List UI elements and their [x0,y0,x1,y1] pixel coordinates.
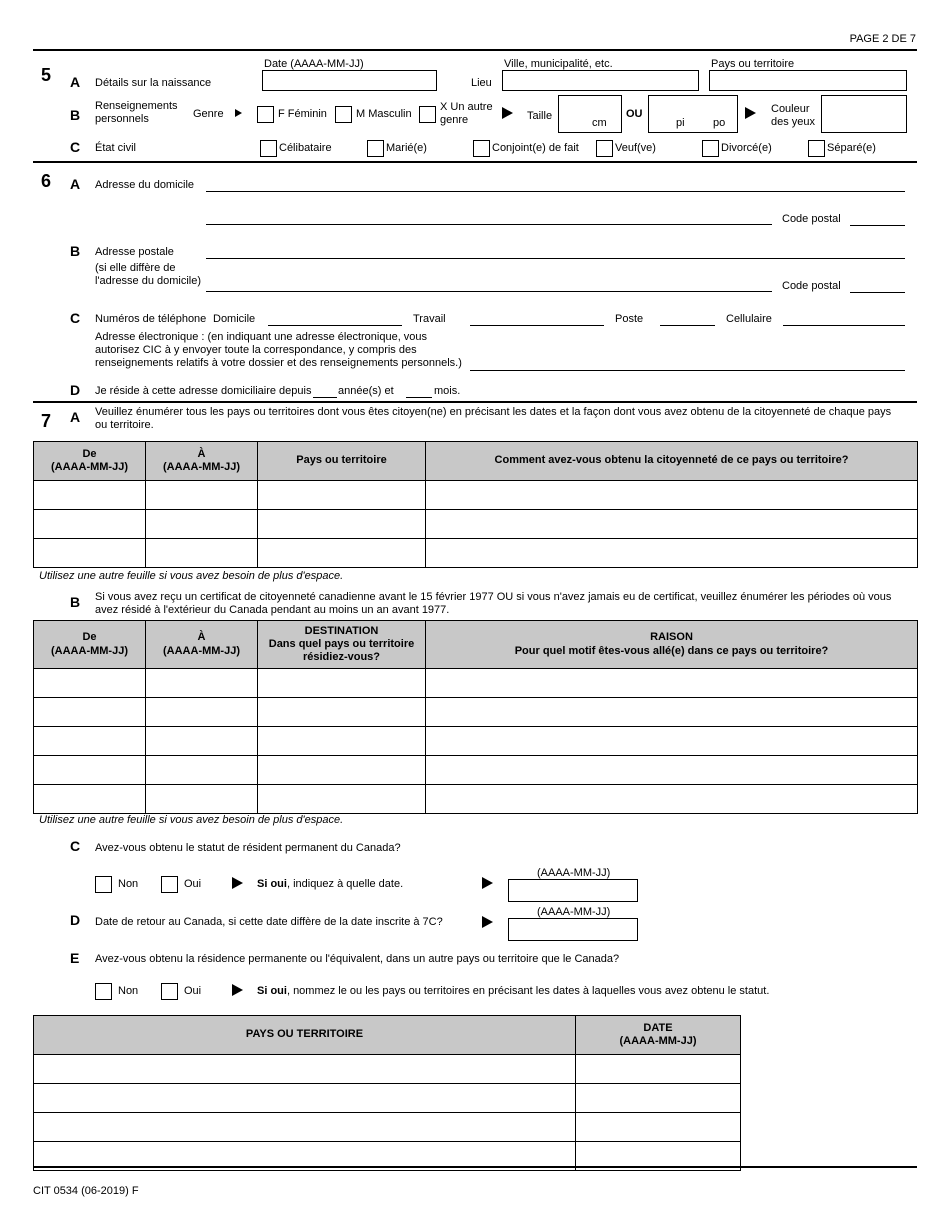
status-widowed-checkbox[interactable] [596,140,613,157]
status-single-label: Célibataire [279,142,332,154]
mailing-address-label-3: l'adresse du domicile) [95,275,202,287]
s7c-oui-label: Oui [184,878,202,890]
status-married-checkbox[interactable] [367,140,384,157]
cell-input[interactable] [34,785,146,814]
cell-input[interactable] [258,698,426,727]
s7b-instructions: Si vous avez reçu un certificat de citoyenneté canadienne avant le 15 février 1977 OU si vous n'avez jamais eu de certificat, veuillez énumérer les périodes où vous avez résidé à l'extérieur du Canada pendant au moins un an avant 1977. [95,591,892,616]
status-widowed-label: Veuf(ve) [615,142,656,154]
s7-letter-d: D [70,912,81,928]
email-field[interactable] [470,370,905,371]
arrow-right-icon [482,916,493,928]
form-code: CIT 0534 (06-2019) F [33,1185,139,1197]
email-label-3: renseignements relatifs à votre dossier et des renseignements personnels.) [95,357,462,369]
col-header-from: De (AAAA-MM-JJ) [34,621,146,669]
birth-city-field[interactable] [502,70,699,91]
extension-label: Poste [615,313,644,325]
col-header-date: DATE (AAAA-MM-JJ) [576,1016,741,1055]
status-divorced-label: Divorcé(e) [721,142,772,154]
table-row [34,756,918,785]
home-phone-label: Domicile [213,313,256,325]
mailing-address-label-1: Adresse postale [95,246,174,258]
s7e-si-oui-text: Si oui, nommez le ou les pays ou territoires en précisant les dates à laquelles vous avez obtenu le statut. [257,985,770,997]
return-date-field[interactable] [508,918,638,941]
eye-color-label-2: des yeux [771,116,816,128]
pr-date-field[interactable] [508,879,638,902]
cell-input[interactable] [34,510,146,539]
s5b-label-1: Renseignements [95,100,178,112]
status-common-law-checkbox[interactable] [473,140,490,157]
extra-sheet-note: Utilisez une autre feuille si vous avez besoin de plus d'espace. [39,814,344,826]
page-number: PAGE 2 DE 7 [849,33,916,45]
home-phone-field[interactable] [268,325,402,326]
col-header-from: De (AAAA-MM-JJ) [34,442,146,481]
cell-input[interactable] [34,539,146,568]
eye-color-label-1: Couleur [771,103,810,115]
cell-input[interactable] [576,1113,741,1142]
s7-letter-a: A [70,409,81,425]
s7c-question: Avez-vous obtenu le statut de résident permanent du Canada? [95,842,401,854]
cell-input[interactable] [34,756,146,785]
gender-f-label: F Féminin [278,108,327,120]
table-row [34,727,918,756]
gender-f-checkbox[interactable] [257,106,274,123]
s7e-oui-checkbox[interactable] [161,983,178,1000]
other-pr-table [33,1015,741,1171]
height-cm-field[interactable] [558,95,622,133]
table-row [34,510,918,539]
s5-letter-a: A [70,74,81,90]
col-header-destination: DESTINATION Dans quel pays ou territoire résidiez-vous? [258,621,426,669]
cell-input[interactable] [34,698,146,727]
email-label-2: autorisez CIC à y envoyer toute la correspondance, y compris des [95,344,417,356]
col-header-country: Pays ou territoire [258,442,426,481]
cell-input[interactable] [258,785,426,814]
status-separated-label: Séparé(e) [827,142,876,154]
divider [33,401,917,403]
ou-label: OU [626,108,643,120]
cell-input[interactable] [146,510,258,539]
cell-input[interactable] [258,669,426,698]
s6-letter-d: D [70,382,81,398]
cell-input[interactable] [146,756,258,785]
cell-input[interactable] [146,698,258,727]
col-header-to: À (AAAA-MM-JJ) [146,442,258,481]
gender-x-label-2: genre [440,114,469,126]
cell-input[interactable] [146,539,258,568]
s7c-date-format: (AAAA-MM-JJ) [537,867,611,879]
col-header-country: PAYS OU TERRITOIRE [34,1016,576,1055]
arrow-right-icon [232,877,243,889]
mailing-address-label-2: (si elle diffère de [95,262,176,274]
col-header-to: À (AAAA-MM-JJ) [146,621,258,669]
home-address-label: Adresse du domicile [95,179,195,191]
cell-input[interactable] [34,727,146,756]
residence-years-field[interactable] [313,397,337,398]
cell-input[interactable] [426,539,918,568]
mailing-postal-code-label: Code postal [782,280,841,292]
extra-sheet-note: Utilisez une autre feuille si vous avez besoin de plus d'espace. [39,570,344,582]
mailing-postal-code-field[interactable] [850,292,905,293]
citizenship-table [33,441,918,568]
s7-letter-c: C [70,838,81,854]
divider [33,1166,917,1168]
section-5-number: 5 [41,65,52,85]
s5-letter-b: B [70,107,81,123]
table-row [34,698,918,727]
gender-m-label: M Masculin [356,108,412,120]
table-row [34,669,918,698]
arrow-right-icon [482,877,493,889]
s7c-si-oui-text: Si oui, indiquez à quelle date. [257,878,404,890]
divider [33,49,917,51]
table-row [34,539,918,568]
cell-input[interactable] [258,539,426,568]
status-single-checkbox[interactable] [260,140,277,157]
work-phone-field[interactable] [470,325,604,326]
status-married-label: Marié(e) [386,142,427,154]
cell-input[interactable] [34,1055,576,1084]
s7e-non-checkbox[interactable] [95,983,112,1000]
arrow-right-icon [232,984,243,996]
cell-input[interactable] [146,481,258,510]
col-header-how: Comment avez-vous obtenu la citoyenneté de ce pays ou territoire? [426,442,918,481]
home-address-line-1[interactable] [206,191,905,192]
residence-since-label: Je réside à cette adresse domiciliaire depuis [95,385,312,397]
birth-date-field[interactable] [262,70,437,91]
gender-x-label-1: X Un autre [440,101,493,113]
status-separated-checkbox[interactable] [808,140,825,157]
civil-status-label: État civil [95,142,136,154]
arrow-right-icon [235,109,242,117]
home-address-line-2[interactable] [206,224,772,225]
cell-input[interactable] [146,785,258,814]
table-row [34,481,918,510]
mailing-address-line-2[interactable] [206,291,772,292]
s5-letter-c: C [70,139,81,155]
months-label: mois. [434,385,461,397]
cell-input[interactable] [34,1113,576,1142]
birth-date-header: Date (AAAA-MM-JJ) [264,58,364,70]
cell-phone-field[interactable] [783,325,905,326]
cell-input[interactable] [258,510,426,539]
cell-input[interactable] [426,727,918,756]
cell-input[interactable] [258,481,426,510]
cell-input[interactable] [426,698,918,727]
s7c-non-label: Non [118,878,139,890]
s7-letter-e: E [70,950,80,966]
s7a-instructions: Veuillez énumérer tous les pays ou territoires dont vous êtes citoyen(ne) en précisant les dates et la façon dont vous avez obtenu de la citoyenneté de chaque pays ou territoire. [95,406,892,431]
s6-letter-b: B [70,243,81,259]
cell-input[interactable] [426,510,918,539]
cell-input[interactable] [34,669,146,698]
mailing-address-line-1[interactable] [206,258,905,259]
taille-label: Taille [527,110,553,122]
pi-unit: pi [676,117,685,129]
table-row [34,1113,741,1142]
city-header: Ville, municipalité, etc. [504,58,613,70]
arrow-right-icon [745,107,756,119]
section-7-number: 7 [41,411,52,431]
birth-country-field[interactable] [709,70,907,91]
s7e-oui-label: Oui [184,985,202,997]
s7c-non-checkbox[interactable] [95,876,112,893]
s7e-non-label: Non [118,985,139,997]
extension-field[interactable] [660,325,715,326]
cell-input[interactable] [426,785,918,814]
gender-x-checkbox[interactable] [419,106,436,123]
table-row [34,1055,741,1084]
s7d-date-format: (AAAA-MM-JJ) [537,906,611,918]
cell-input[interactable] [426,669,918,698]
table-row [34,1084,741,1113]
cell-input[interactable] [576,1055,741,1084]
status-divorced-checkbox[interactable] [702,140,719,157]
divider [33,161,917,163]
country-header: Pays ou territoire [711,58,795,70]
years-label: année(s) et [338,385,394,397]
cell-input[interactable] [426,481,918,510]
cm-unit: cm [592,117,607,129]
cell-input[interactable] [576,1084,741,1113]
s5b-label-2: personnels [95,113,149,125]
genre-label: Genre [193,108,224,120]
residence-months-field[interactable] [406,397,432,398]
s7e-question: Avez-vous obtenu la résidence permanente ou l'équivalent, dans un autre pays ou territoire que le Canada? [95,953,620,965]
col-header-reason: RAISON Pour quel motif êtes-vous allé(e) dans ce pays ou territoire? [426,621,918,669]
email-label-1: Adresse électronique : (en indiquant une adresse électronique, vous [95,331,428,343]
arrow-right-icon [502,107,513,119]
cell-input[interactable] [146,669,258,698]
cell-phone-label: Cellulaire [726,313,772,325]
home-postal-code-field[interactable] [850,225,905,226]
lieu-label: Lieu [471,77,492,89]
cell-input[interactable] [426,756,918,785]
cell-input[interactable] [34,481,146,510]
s7-letter-b: B [70,594,81,610]
cell-input[interactable] [258,727,426,756]
residence-outside-table [33,620,918,814]
eye-color-field[interactable] [821,95,907,133]
cell-input[interactable] [258,756,426,785]
s7c-oui-checkbox[interactable] [161,876,178,893]
s6-letter-a: A [70,176,81,192]
table-row [34,785,918,814]
cell-input[interactable] [34,1084,576,1113]
po-unit: po [713,117,726,129]
gender-m-checkbox[interactable] [335,106,352,123]
work-phone-label: Travail [413,313,446,325]
s5a-label: Détails sur la naissance [95,77,212,89]
phone-numbers-label: Numéros de téléphone [95,313,207,325]
cell-input[interactable] [146,727,258,756]
s6-letter-c: C [70,310,81,326]
section-6-number: 6 [41,171,52,191]
status-common-law-label: Conjoint(e) de fait [492,142,579,154]
s7d-question: Date de retour au Canada, si cette date diffère de la date inscrite à 7C? [95,916,443,928]
home-postal-code-label: Code postal [782,213,841,225]
